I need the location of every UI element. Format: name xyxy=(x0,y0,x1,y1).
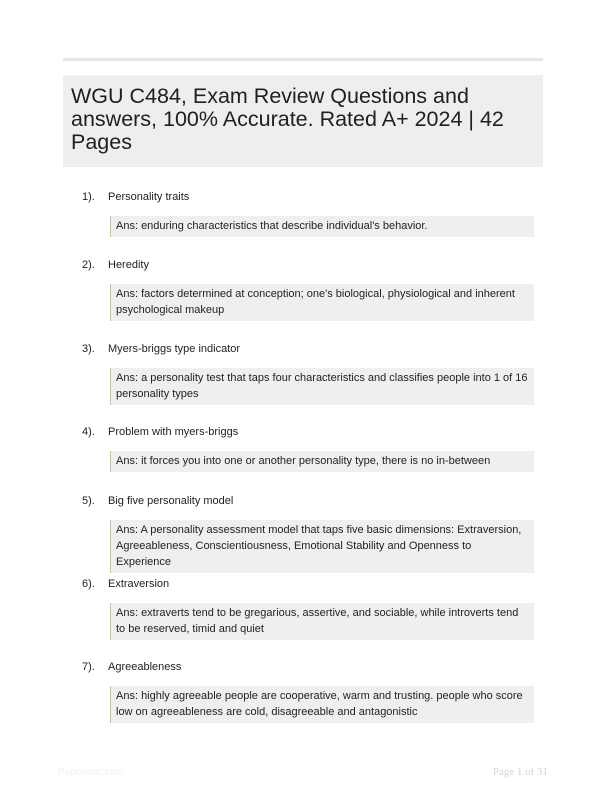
question-number: 5). xyxy=(82,495,95,507)
document-title-box xyxy=(63,75,543,167)
document-title: WGU C484, Exam Review Questions and answers, 100% Accurate. Rated A+ 2024 | 42 Pages xyxy=(71,84,504,154)
question-text: Agreeableness xyxy=(108,661,182,673)
question-number: 6). xyxy=(82,578,95,590)
answer-box: Ans: enduring characteristics that describe individual's behavior. xyxy=(110,216,534,237)
answer-box: Ans: factors determined at conception; one's biological, physiological and inherent psychological makeup xyxy=(110,284,534,321)
answer-box: Ans: highly agreeable people are cooperative, warm and trusting. people who score low on agreeableness are cold, disagreeable and antagonistic xyxy=(110,686,534,723)
top-divider xyxy=(63,58,543,61)
question-text: Personality traits xyxy=(108,191,190,203)
question-text: Heredity xyxy=(108,259,149,271)
question-number: 3). xyxy=(82,343,95,355)
answer-box: Ans: it forces you into one or another personality type, there is no in-between xyxy=(110,451,534,472)
answer-box: Ans: extraverts tend to be gregarious, assertive, and sociable, while introverts tend to be reserved, timid and quiet xyxy=(110,603,534,640)
question-number: 2). xyxy=(82,259,95,271)
footer-watermark: Papertstic.com xyxy=(58,767,125,778)
question-text: Myers-briggs type indicator xyxy=(108,343,241,355)
question-number: 7). xyxy=(82,661,95,673)
question-text: Extraversion xyxy=(108,578,170,590)
answer-box: Ans: A personality assessment model that taps five basic dimensions: Extraversion, Agreeableness, Conscientiousness, Emotional Stability and Openness to Experience xyxy=(110,520,534,573)
page-number: Page 1 of 31 xyxy=(492,766,548,778)
question-text: Big five personality model xyxy=(108,495,234,507)
question-text: Problem with myers-briggs xyxy=(108,426,239,438)
question-number: 1). xyxy=(82,191,95,203)
question-number: 4). xyxy=(82,426,95,438)
answer-box: Ans: a personality test that taps four characteristics and classifies people into 1 of 16 personality types xyxy=(110,368,534,405)
